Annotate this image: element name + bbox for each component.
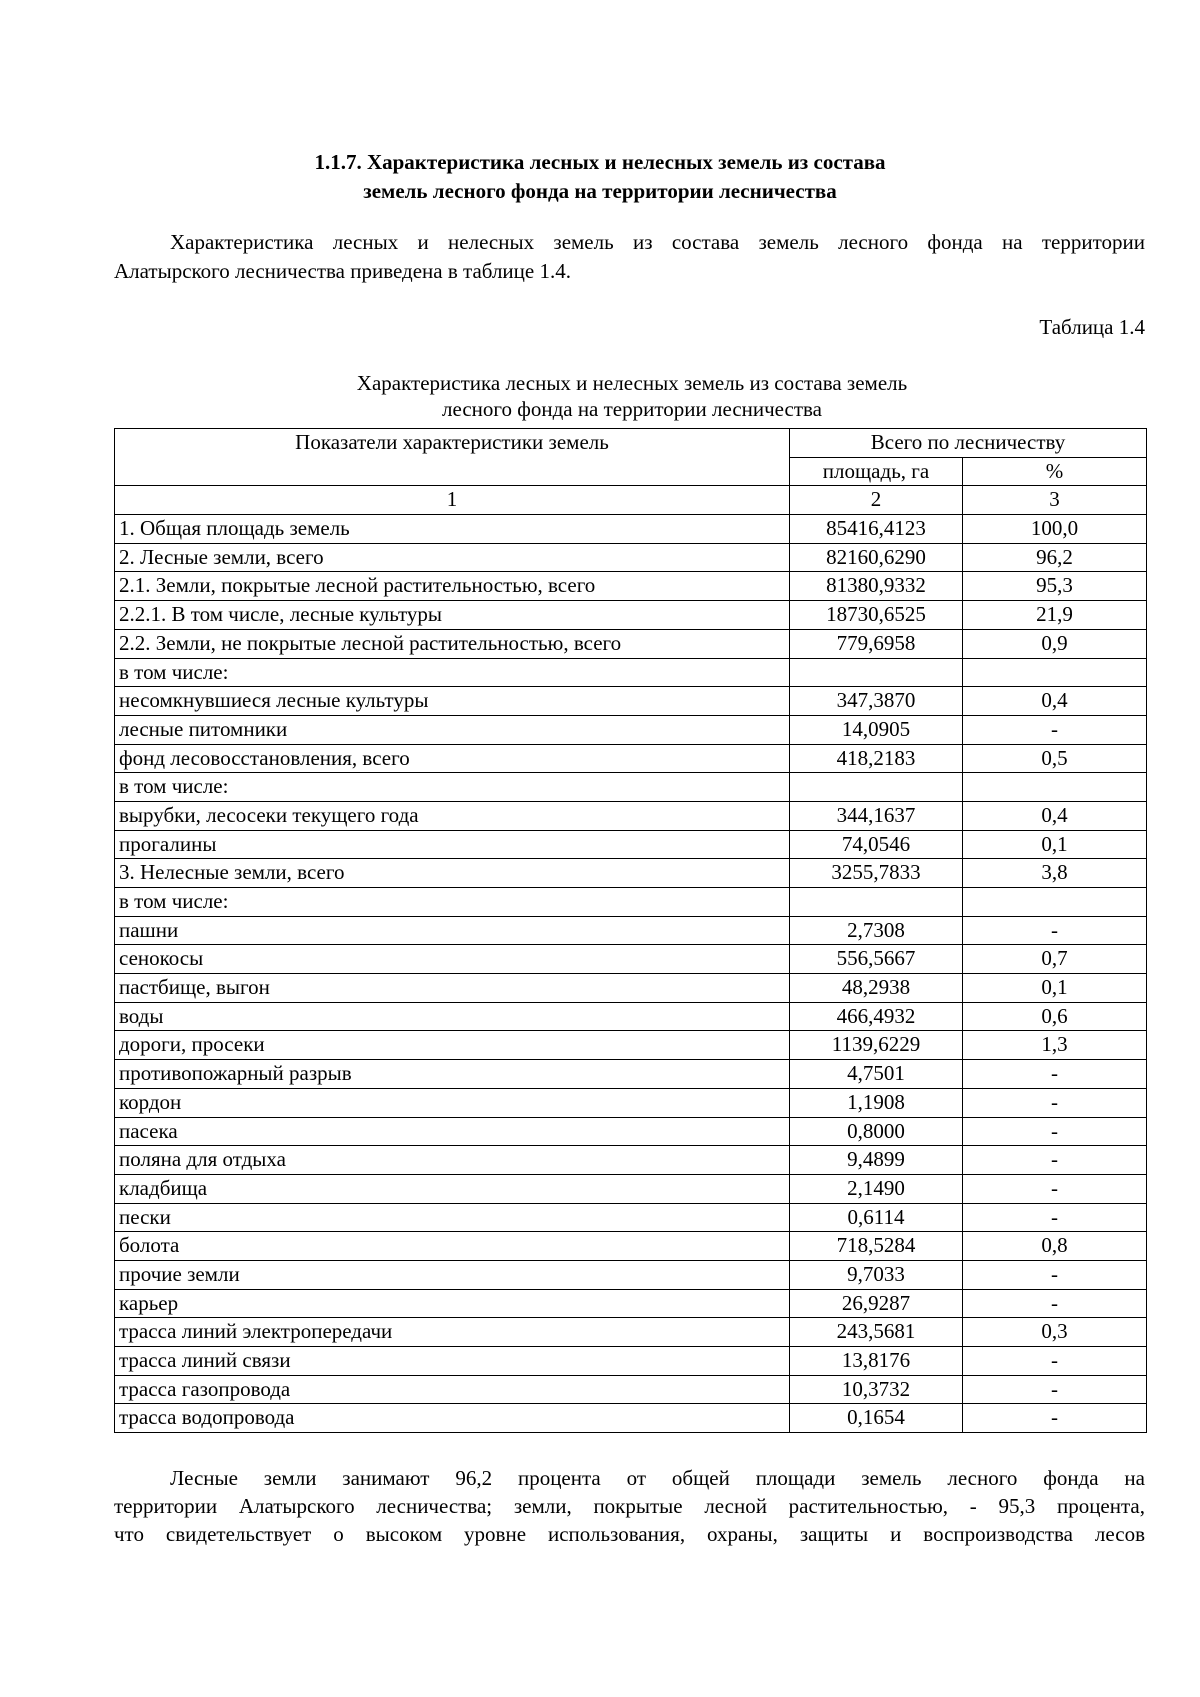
row-area-cell: 0,6114 (790, 1203, 963, 1232)
row-indicator-cell: прочие земли (115, 1260, 790, 1289)
row-indicator-cell: карьер (115, 1289, 790, 1318)
row-percent-cell: - (963, 1060, 1147, 1089)
row-area-cell: 74,0546 (790, 830, 963, 859)
row-percent-cell: 0,4 (963, 687, 1147, 716)
table-row (115, 916, 1147, 945)
row-percent-cell (963, 658, 1147, 687)
table-row (115, 888, 1147, 917)
table-row (115, 830, 1147, 859)
header-area: площадь, га (790, 457, 963, 486)
table-row (115, 1002, 1147, 1031)
table-row (115, 1088, 1147, 1117)
row-indicator-cell: кордон (115, 1088, 790, 1117)
conclusion-line-3: что свидетельствует о высоком уровне использования, охраны, защиты и воспроизводства лесов (114, 1522, 1145, 1546)
conclusion-paragraph (114, 1464, 1145, 1548)
row-indicator-cell: пастбище, выгон (115, 974, 790, 1003)
row-indicator-cell: 2.2.1. В том числе, лесные культуры (115, 601, 790, 630)
row-indicator-cell: дороги, просеки (115, 1031, 790, 1060)
row-area-cell: 10,3732 (790, 1375, 963, 1404)
row-area-cell: 347,3870 (790, 687, 963, 716)
row-indicator-cell: 2.2. Земли, не покрытые лесной растительностью, всего (115, 629, 790, 658)
row-area-cell: 418,2183 (790, 744, 963, 773)
column-number-2: 2 (790, 486, 963, 515)
row-percent-cell: - (963, 916, 1147, 945)
row-indicator-cell: трасса газопровода (115, 1375, 790, 1404)
row-percent-cell: - (963, 1289, 1147, 1318)
table-row (115, 572, 1147, 601)
intro-line-1: Характеристика лесных и нелесных земель из состава земель лесного фонда на территории (170, 230, 1145, 254)
table-row (115, 1375, 1147, 1404)
table-row (115, 658, 1147, 687)
table-row (115, 1232, 1147, 1261)
row-percent-cell: - (963, 1117, 1147, 1146)
conclusion-line-2: территории Алатырского лесничества; земли, покрытые лесной растительностью, - 95,3 процента, (114, 1494, 1145, 1518)
row-indicator-cell: 2.1. Земли, покрытые лесной растительностью, всего (115, 572, 790, 601)
row-percent-cell: 95,3 (963, 572, 1147, 601)
row-area-cell: 18730,6525 (790, 601, 963, 630)
row-indicator-cell: 3. Нелесные земли, всего (115, 859, 790, 888)
header-percent: % (963, 457, 1147, 486)
row-percent-cell: - (963, 1088, 1147, 1117)
row-area-cell: 3255,7833 (790, 859, 963, 888)
section-heading (0, 148, 1200, 206)
row-indicator-cell: болота (115, 1232, 790, 1261)
row-indicator-cell: воды (115, 1002, 790, 1031)
row-area-cell (790, 888, 963, 917)
row-indicator-cell: пашни (115, 916, 790, 945)
row-area-cell: 466,4932 (790, 1002, 963, 1031)
row-area-cell: 85416,4123 (790, 515, 963, 544)
row-percent-cell: - (963, 715, 1147, 744)
table-row (115, 1203, 1147, 1232)
row-area-cell: 26,9287 (790, 1289, 963, 1318)
land-characteristics-table (114, 428, 1147, 1433)
row-indicator-cell: вырубки, лесосеки текущего года (115, 801, 790, 830)
row-indicator-cell: 1. Общая площадь земель (115, 515, 790, 544)
table-row (115, 974, 1147, 1003)
row-percent-cell: 0,5 (963, 744, 1147, 773)
row-percent-cell: 0,3 (963, 1318, 1147, 1347)
table-row (115, 1060, 1147, 1089)
header-total: Всего по лесничеству (790, 429, 1147, 458)
table-row (115, 1289, 1147, 1318)
row-area-cell: 13,8176 (790, 1347, 963, 1376)
row-percent-cell (963, 773, 1147, 802)
table-row (115, 801, 1147, 830)
row-percent-cell: 1,3 (963, 1031, 1147, 1060)
row-area-cell (790, 773, 963, 802)
row-percent-cell: 0,1 (963, 974, 1147, 1003)
row-percent-cell: - (963, 1375, 1147, 1404)
row-percent-cell: 96,2 (963, 543, 1147, 572)
row-indicator-cell: фонд лесовосстановления, всего (115, 744, 790, 773)
table-row (115, 1174, 1147, 1203)
intro-paragraph (114, 228, 1145, 286)
row-indicator-cell: прогалины (115, 830, 790, 859)
row-percent-cell: 21,9 (963, 601, 1147, 630)
table-row (115, 859, 1147, 888)
row-area-cell: 48,2938 (790, 974, 963, 1003)
row-indicator-cell: в том числе: (115, 773, 790, 802)
row-area-cell: 1139,6229 (790, 1031, 963, 1060)
row-indicator-cell: пески (115, 1203, 790, 1232)
table-number: Таблица 1.4 (1039, 315, 1145, 339)
intro-line-2: Алатырского лесничества приведена в таблице 1.4. (114, 259, 571, 283)
table-caption-line-1: Характеристика лесных и нелесных земель из состава земель (356, 371, 908, 395)
row-area-cell: 1,1908 (790, 1088, 963, 1117)
column-number-1: 1 (115, 486, 790, 515)
row-area-cell (790, 658, 963, 687)
table-row (115, 1318, 1147, 1347)
row-percent-cell: 0,1 (963, 830, 1147, 859)
table-row (115, 1347, 1147, 1376)
table-row (115, 601, 1147, 630)
row-indicator-cell: трасса водопровода (115, 1404, 790, 1433)
row-indicator-cell: 2. Лесные земли, всего (115, 543, 790, 572)
table-row (115, 1146, 1147, 1175)
section-heading-line-1: 1.1.7. Характеристика лесных и нелесных земель из состава (314, 150, 886, 174)
row-percent-cell: 100,0 (963, 515, 1147, 544)
row-area-cell: 4,7501 (790, 1060, 963, 1089)
column-number-3: 3 (963, 486, 1147, 515)
row-area-cell: 779,6958 (790, 629, 963, 658)
row-percent-cell: - (963, 1347, 1147, 1376)
row-area-cell: 2,1490 (790, 1174, 963, 1203)
row-area-cell: 82160,6290 (790, 543, 963, 572)
row-percent-cell: 0,7 (963, 945, 1147, 974)
row-percent-cell: - (963, 1174, 1147, 1203)
row-area-cell: 556,5667 (790, 945, 963, 974)
conclusion-line-1: Лесные земли занимают 96,2 процента от общей площади земель лесного фонда на (170, 1466, 1145, 1490)
row-indicator-cell: противопожарный разрыв (115, 1060, 790, 1089)
row-indicator-cell: в том числе: (115, 658, 790, 687)
table-row (115, 543, 1147, 572)
row-indicator-cell: трасса линий связи (115, 1347, 790, 1376)
column-number-row (115, 486, 1147, 515)
row-percent-cell: 0,9 (963, 629, 1147, 658)
row-area-cell: 81380,9332 (790, 572, 963, 601)
row-percent-cell: - (963, 1260, 1147, 1289)
table-header-row-1 (115, 429, 1147, 458)
row-percent-cell: 0,4 (963, 801, 1147, 830)
row-percent-cell: - (963, 1203, 1147, 1232)
table-row (115, 1260, 1147, 1289)
row-percent-cell: - (963, 1146, 1147, 1175)
table-row (115, 629, 1147, 658)
table-row (115, 1117, 1147, 1146)
row-percent-cell: 0,8 (963, 1232, 1147, 1261)
row-area-cell: 718,5284 (790, 1232, 963, 1261)
table-row (115, 515, 1147, 544)
table-row (115, 687, 1147, 716)
row-area-cell: 14,0905 (790, 715, 963, 744)
row-indicator-cell: трасса линий электропередачи (115, 1318, 790, 1347)
row-percent-cell: 3,8 (963, 859, 1147, 888)
table-caption (0, 370, 1200, 422)
table-row (115, 1031, 1147, 1060)
row-area-cell: 243,5681 (790, 1318, 963, 1347)
table-row (115, 945, 1147, 974)
row-indicator-cell: пасека (115, 1117, 790, 1146)
row-percent-cell (963, 888, 1147, 917)
row-indicator-cell: лесные питомники (115, 715, 790, 744)
row-indicator-cell: несомкнувшиеся лесные культуры (115, 687, 790, 716)
row-indicator-cell: кладбища (115, 1174, 790, 1203)
table-row (115, 715, 1147, 744)
header-indicator: Показатели характеристики земель (115, 429, 790, 486)
row-area-cell: 0,1654 (790, 1404, 963, 1433)
table-caption-line-2: лесного фонда на территории лесничества (442, 397, 822, 421)
row-area-cell: 344,1637 (790, 801, 963, 830)
row-area-cell: 0,8000 (790, 1117, 963, 1146)
table-row (115, 1404, 1147, 1433)
row-indicator-cell: в том числе: (115, 888, 790, 917)
row-percent-cell: 0,6 (963, 1002, 1147, 1031)
row-area-cell: 9,7033 (790, 1260, 963, 1289)
row-area-cell: 2,7308 (790, 916, 963, 945)
row-percent-cell: - (963, 1404, 1147, 1433)
row-indicator-cell: сенокосы (115, 945, 790, 974)
row-indicator-cell: поляна для отдыха (115, 1146, 790, 1175)
row-area-cell: 9,4899 (790, 1146, 963, 1175)
table-row (115, 773, 1147, 802)
table-row (115, 744, 1147, 773)
section-heading-line-2: земель лесного фонда на территории лесничества (363, 179, 837, 203)
